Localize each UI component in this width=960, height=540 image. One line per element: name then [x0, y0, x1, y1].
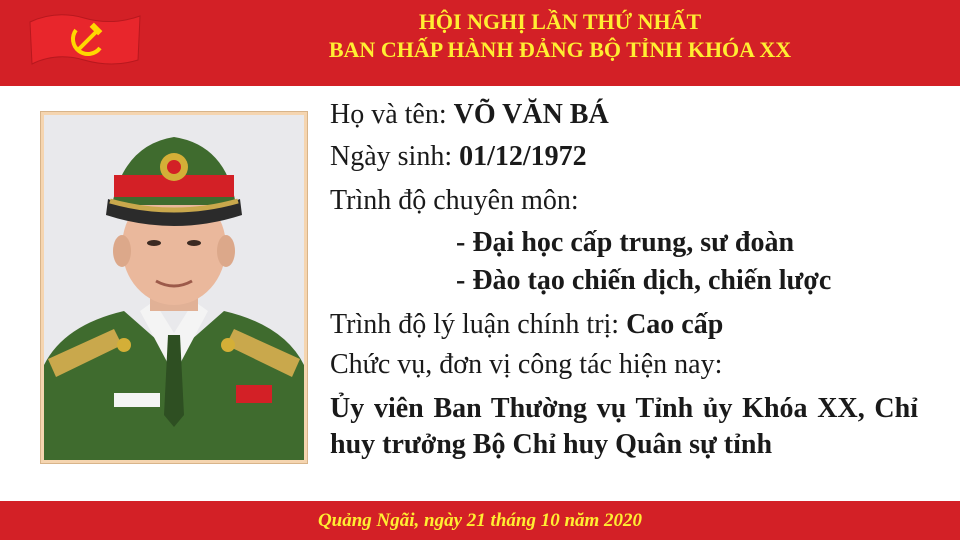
header-title [160, 8, 960, 64]
dob-row [330, 141, 587, 173]
hammer-sickle-flag-icon [26, 8, 144, 70]
header-title-line1: HỘI NGHỊ LẦN THỨ NHẤT [418, 9, 702, 34]
expertise-label: Trình độ chuyên môn: [330, 185, 579, 216]
position-value: Ủy viên Ban Thường vụ Tỉnh ủy Khóa XX, Chỉ huy trưởng Bộ Chỉ huy Quân sự tỉnh [330, 393, 918, 460]
header-title-line2: BAN CHẤP HÀNH ĐẢNG BỘ TỈNH KHÓA XX [328, 37, 792, 62]
politics-label: Trình độ lý luận chính trị: [330, 309, 620, 340]
portrait-photo [44, 115, 304, 460]
expertise-item: - Đại học cấp trung, sư đoàn [456, 227, 795, 258]
footer-date-text: Quảng Ngãi, ngày 21 tháng 10 năm 2020 [317, 510, 643, 531]
name-label: Họ và tên: [330, 99, 447, 130]
politics-value: Cao cấp [626, 309, 724, 340]
footer-banner [0, 501, 960, 540]
politics-row [330, 309, 723, 341]
portrait-frame [40, 111, 308, 464]
dob-label: Ngày sinh: [330, 141, 453, 172]
position-label: Chức vụ, đơn vị công tác hiện nay: [330, 349, 723, 380]
header-banner [0, 0, 960, 86]
name-row [330, 99, 609, 131]
dob-value: 01/12/1972 [459, 141, 587, 172]
expertise-item: - Đào tạo chiến dịch, chiến lược [456, 265, 832, 296]
name-value: VÕ VĂN BÁ [453, 99, 609, 130]
